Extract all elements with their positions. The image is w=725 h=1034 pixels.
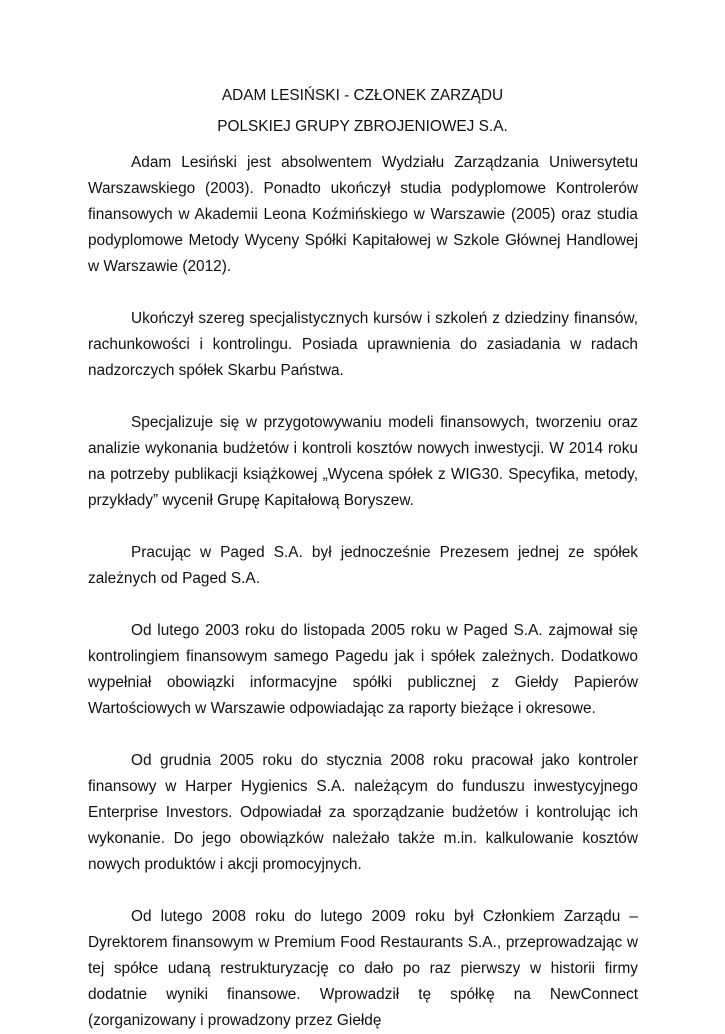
paragraph-premium-food: Od lutego 2008 roku do lutego 2009 roku był Członkiem Zarządu – Dyrektorem finansowym w Premium Food Restaurants S.A., przeprowadzając w tej spółce udaną restrukturyzację co dało po raz pierwszy w historii firmy dodatnie wyniki finansowe. Wprowadził tę spółkę na NewConnect (zorganizowany i prowadzony przez Giełdę (88, 908, 638, 1029)
paragraph-paged-controlling: Od lutego 2003 roku do listopada 2005 roku w Paged S.A. zajmował się kontrolingiem finansowym samego Pagedu jak i spółek zależnych. Dodatkowo wypełniał obowiązki informacyjne spółki publicznej z Giełdy Papierów Wartościowych w Warszawie odpowiadając za raporty bieżące i okresowe. (88, 622, 638, 717)
document-title (0, 83, 725, 140)
paragraph-specialization: Specjalizuje się w przygotowywaniu modeli finansowych, tworzeniu oraz analizie wykonania budżetów i kontroli kosztów nowych inwestycji. W 2014 roku na potrzeby publikacji książkowej „Wycena spółek z WIG30. Specyfika, metody, przykłady” wycenił Grupę Kapitałową Boryszew. (88, 414, 638, 509)
document-body (88, 150, 638, 1034)
paragraph-harper-hygienics: Od grudnia 2005 roku do stycznia 2008 roku pracował jako kontroler finansowy w Harper Hygienics S.A. należącym do funduszu inwestycyjnego Enterprise Investors. Odpowiadał za sporządzanie budżetów i kontrolując ich wykonanie. Do jego obowiązków należało także m.in. kalkulowanie kosztów nowych produktów i akcji promocyjnych. (88, 752, 638, 873)
paragraph-paged-president: Pracując w Paged S.A. był jednocześnie Prezesem jednej ze spółek zależnych od Paged S.A. (88, 544, 638, 587)
paragraph-training: Ukończył szereg specjalistycznych kursów i szkoleń z dziedziny finansów, rachunkowości i kontrolingu. Posiada uprawnienia do zasiadania w radach nadzorczych spółek Skarbu Państwa. (88, 310, 638, 379)
title-line-2: POLSKIEJ GRUPY ZBROJENIOWEJ S.A. (217, 118, 508, 135)
title-line-1: ADAM LESIŃSKI - CZŁONEK ZARZĄDU (221, 87, 504, 104)
paragraph-education: Adam Lesiński jest absolwentem Wydziału Zarządzania Uniwersytetu Warszawskiego (2003). Ponadto ukończył studia podyplomowe Kontrolerów finansowych w Akademii Leona Koźmińskiego w Warszawie (2005) oraz studia podyplomowe Metody Wyceny Spółki Kapitałowej w Szkole Głównej Handlowej w Warszawie (2012). (88, 154, 638, 275)
